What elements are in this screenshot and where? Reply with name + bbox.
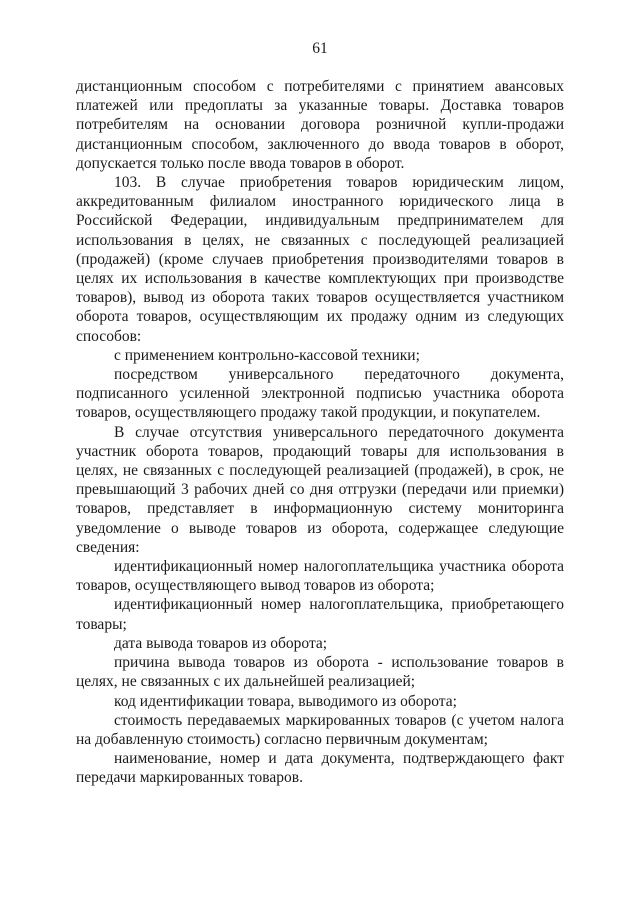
paragraph-clause-103: 103. В случае приобретения товаров юридическим лицом, аккредитованным филиалом иностранного юридического лица в Российской Федерации, индивидуальным предпринимателем для использования в целях, не связанных с последующей реализацией (продажей) (кроме случаев приобретения производителями товаров в целях их использования в качестве комплектующих при производстве товаров), вывод из оборота таких товаров осуществляется участником оборота товаров, осуществляющим их продажу одним из следующих способов: xyxy=(76,174,564,345)
paragraph-continuation: дистанционным способом с потребителями с принятием авансовых платежей или предоплаты за указанные товары. Доставка товаров потребителям на основании договора розничной купли-продажи дистанционным способом, заключенного до ввода товаров в оборот, допускается только после ввода товаров в оборот. xyxy=(76,78,564,172)
paragraph-item-identification-code: код идентификации товара, выводимого из оборота; xyxy=(114,692,457,710)
paragraph-item-buyer-inn: идентификационный номер налогоплательщика, приобретающего товары; xyxy=(76,596,564,633)
paragraph-item-withdrawal-reason: причина вывода товаров из оборота - использование товаров в целях, не связанных с их дальнейшей реализацией; xyxy=(76,654,564,691)
paragraph-absence-of-document: В случае отсутствия универсального передаточного документа участник оборота товаров, продающий товары для использования в целях, не связанных с последующей реализацией (продажей), в срок, не превышающий 3 рабочих дней со дня отгрузки (передачи или приемки) товаров, представляет в информационную систему мониторинга уведомление о выводе товаров из оборота, содержащее следующие сведения: xyxy=(76,423,564,556)
paragraph-item-withdrawal-date: дата вывода товаров из оборота; xyxy=(114,634,328,652)
document-body xyxy=(76,77,564,788)
paragraph-item-document-details: наименование, номер и дата документа, подтверждающего факт передачи маркированных товаров. xyxy=(76,750,564,787)
paragraph-item-seller-inn: идентификационный номер налогоплательщика участника оборота товаров, осуществляющего вывод товаров из оборота; xyxy=(76,558,564,595)
paragraph-method-cash-register: с применением контрольно-кассовой техники; xyxy=(114,346,420,364)
page-number: 61 xyxy=(312,40,328,57)
paragraph-method-transfer-document: посредством универсального передаточного документа, подписанного усиленной электронной подписью участника оборота товаров, осуществляющего продажу такой продукции, и покупателем. xyxy=(76,366,564,422)
paragraph-item-cost: стоимость передаваемых маркированных товаров (с учетом налога на добавленную стоимость) согласно первичным документам; xyxy=(76,711,564,748)
